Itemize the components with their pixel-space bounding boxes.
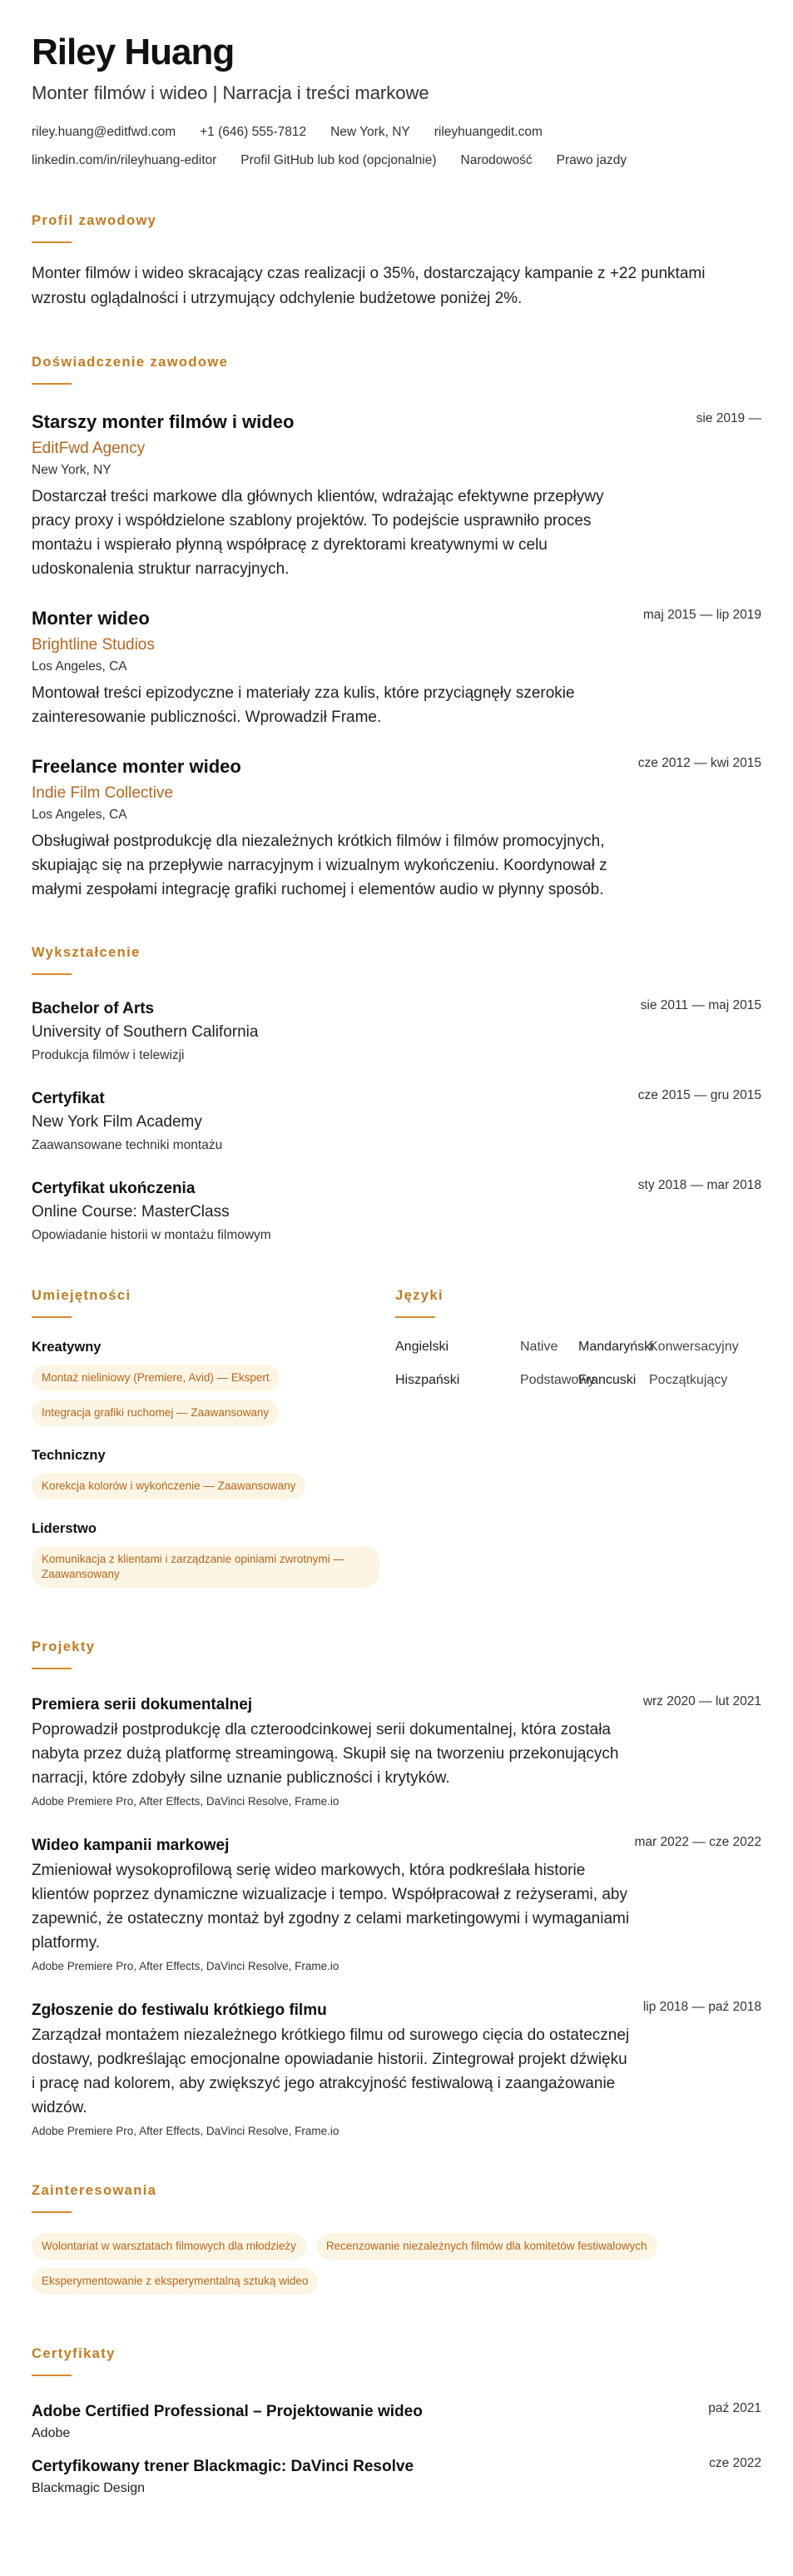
contact-website[interactable]: rileyhuangedit.com <box>434 125 543 139</box>
section-divider <box>32 973 72 975</box>
section-title-profile: Profil zawodowy <box>32 213 157 228</box>
contact-list <box>32 123 761 180</box>
education-entry <box>32 1178 761 1245</box>
section-divider <box>32 383 72 385</box>
headline: Monter filmów i wideo | Narracja i treści markowe <box>32 82 429 103</box>
section-divider <box>395 1316 435 1318</box>
education-entry <box>32 998 761 1065</box>
job-title: Monter wideo <box>32 608 150 629</box>
job-dates: maj 2015 — lip 2019 <box>642 608 761 622</box>
edu-dates: cze 2015 — gru 2015 <box>637 1088 761 1102</box>
certificate-title: Certyfikowany trener Blackmagic: DaVinci Resolve <box>32 2458 414 2475</box>
project-entry <box>32 2000 761 2140</box>
job-company: Brightline Studios <box>32 636 155 654</box>
profile-summary: Monter filmów i wideo skracający czas realizacji o 35%, dostarczający kampanie z +22 punktami wzrostu oglądalności i utrzymujący odchylenie budżetowe poniżej 2%. <box>32 265 706 307</box>
language-level: Konwersacyjny <box>649 1340 739 1354</box>
language-name: Hiszpański <box>395 1373 460 1387</box>
contact-driving-license: Prawo jazdy <box>556 153 627 167</box>
contact-location: New York, NY <box>330 125 410 139</box>
projects-section <box>32 1639 761 2140</box>
section-title-interests: Zainteresowania <box>32 2183 157 2198</box>
person-name: Riley Huang <box>32 32 235 72</box>
language-name: Francuski <box>578 1373 637 1387</box>
skill-chips <box>32 1473 395 1508</box>
contact-linkedin[interactable]: linkedin.com/in/rileyhuang-editor <box>32 153 217 167</box>
experience-section <box>32 355 761 902</box>
project-tech: Adobe Premiere Pro, After Effects, DaVinci Resolve, Frame.io <box>32 1795 340 1808</box>
project-description: Zmieniował wysokoprofilową serię wideo markowych, która podkreślała historie klientów poprzez dynamiczne wizualizacje i tempo. Współpracował z reżyserami, aby zapewnić, że ostateczny montaż był zgodny z celami marketingowymi i wymaganiami platformy. <box>32 1862 630 1952</box>
skill-group-title: Liderstwo <box>32 1521 97 1536</box>
skills-section <box>32 1288 395 1596</box>
certificate-issuer: Blackmagic Design <box>32 2481 146 2495</box>
edu-dates: sty 2018 — mar 2018 <box>637 1178 761 1192</box>
education-entry <box>32 1088 761 1155</box>
contact-phone[interactable]: +1 (646) 555-7812 <box>200 125 307 139</box>
certificate-issuer: Adobe <box>32 2426 71 2440</box>
project-dates: lip 2018 — paź 2018 <box>642 2000 761 2014</box>
skill-group-title: Kreatywny <box>32 1340 102 1355</box>
section-title-experience: Doświadczenie zawodowe <box>32 355 229 370</box>
certificate-title: Adobe Certified Professional – Projektowanie wideo <box>32 2403 423 2420</box>
job-title: Starszy monter filmów i wideo <box>32 411 295 432</box>
edu-degree: Bachelor of Arts <box>32 1000 155 1017</box>
project-description: Poprowadził postprodukcję dla czteroodcinkowej serii dokumentalnej, która została nabyta przez dużą platformę streamingową. Skupił się na tworzeniu przekonujących narracji, które zdobyły silne uznanie publiczności i krytyków. <box>32 1721 619 1787</box>
interest-chip: Eksperymentowanie z eksperymentalną sztuką wideo <box>32 2268 318 2295</box>
contact-nationality: Narodowość <box>460 153 533 167</box>
project-title: Zgłoszenie do festiwalu krótkiego filmu <box>32 2002 327 2019</box>
contact-github[interactable]: Profil GitHub lub kod (opcjonalnie) <box>240 153 437 167</box>
project-tech: Adobe Premiere Pro, After Effects, DaVinci Resolve, Frame.io <box>32 1960 340 1972</box>
contact-email[interactable]: riley.huang@editfwd.com <box>32 125 176 139</box>
interest-chips <box>32 2233 761 2303</box>
job-description: Obsługiwał postprodukcję dla niezależnych krótkich filmów i filmów promocyjnych, skupiając się na przepływie narracyjnym i wizualnym wykończeniu. Koordynował z małymi zespołami integrację grafiki ruchomej i elementów audio w płynny sposób. <box>32 833 607 898</box>
edu-school: New York Film Academy <box>32 1113 202 1131</box>
languages-section <box>395 1288 761 1596</box>
job-location: Los Angeles, CA <box>32 659 127 674</box>
language-name: Mandaryński <box>578 1340 654 1354</box>
edu-school: University of Southern California <box>32 1023 259 1041</box>
certificates-section <box>32 2346 761 2498</box>
language-level: Native <box>520 1340 558 1354</box>
job-dates: cze 2012 — kwi 2015 <box>637 756 761 770</box>
skill-group-title: Techniczny <box>32 1448 106 1463</box>
project-entry <box>32 1694 761 1810</box>
project-title: Wideo kampanii markowej <box>32 1837 230 1854</box>
edu-field: Opowiadanie historii w montażu filmowym <box>32 1228 271 1242</box>
project-description: Zarządzał montażem niezależnego krótkiego filmu od surowego cięcia do ostatecznej dostawy, podkreślając emocjonalne opowiadanie historii. Zintegrował projekt dźwięku i pracę nad kolorem, aby zwiększyć jego atrakcyjność festiwalową i zaangażowanie widzów. <box>32 2026 630 2116</box>
section-divider <box>32 1316 72 1318</box>
language-name: Angielski <box>395 1340 449 1354</box>
edu-dates: sie 2011 — maj 2015 <box>640 998 761 1012</box>
certificate-date: cze 2022 <box>709 2456 761 2470</box>
certificate-entry <box>32 2401 761 2443</box>
job-company: EditFwd Agency <box>32 440 146 457</box>
language-level: Początkujący <box>649 1373 728 1387</box>
job-dates: sie 2019 — <box>696 411 761 425</box>
project-entry <box>32 1835 761 1975</box>
project-title: Premiera serii dokumentalnej <box>32 1696 253 1713</box>
job-entry <box>32 410 761 581</box>
project-dates: wrz 2020 — lut 2021 <box>642 1694 761 1708</box>
skill-chip: Komunikacja z klientami i zarządzanie opiniami zwrotnymi — Zaawansowany <box>32 1546 379 1588</box>
job-description: Dostarczał treści markowe dla głównych klientów, wdrażając efektywne przepływy pracy proxy i współdzielone szablony projektów. To podejście usprawniło proces montażu i wspierało płynną współpracę z dyrektorami kreatywnymi w celu udoskonalenia struktur narracyjnych. <box>32 488 604 578</box>
section-divider <box>32 2211 72 2213</box>
resume-header <box>32 32 761 180</box>
certificate-date: paź 2021 <box>708 2401 761 2415</box>
section-title-certificates: Certyfikaty <box>32 2346 116 2361</box>
section-title-skills: Umiejętności <box>32 1288 131 1303</box>
section-divider <box>32 1668 72 1669</box>
project-tech: Adobe Premiere Pro, After Effects, DaVinci Resolve, Frame.io <box>32 2125 340 2137</box>
language-level: Podstawowy <box>520 1373 595 1387</box>
edu-degree: Certyfikat ukończenia <box>32 1180 196 1197</box>
languages-grid <box>395 1338 761 1390</box>
job-title: Freelance monter wideo <box>32 756 241 777</box>
section-divider <box>32 2375 72 2376</box>
job-entry <box>32 754 761 902</box>
section-title-languages: Języki <box>395 1288 444 1303</box>
job-company: Indie Film Collective <box>32 784 173 802</box>
edu-school: Online Course: MasterClass <box>32 1203 230 1221</box>
profile-section <box>32 213 761 311</box>
interest-chip: Recenzowanie niezależnych filmów dla komitetów festiwalowych <box>316 2233 657 2260</box>
section-title-education: Wykształcenie <box>32 945 141 960</box>
certificate-entry <box>32 2456 761 2498</box>
skill-chips <box>32 1546 395 1596</box>
skill-chip: Montaż nieliniowy (Premiere, Avid) — Ekspert <box>32 1365 280 1391</box>
interests-section <box>32 2183 761 2303</box>
job-location: New York, NY <box>32 463 112 477</box>
edu-degree: Certyfikat <box>32 1090 105 1107</box>
edu-field: Zaawansowane techniki montażu <box>32 1138 223 1152</box>
job-entry <box>32 606 761 729</box>
edu-field: Produkcja filmów i telewizji <box>32 1048 185 1062</box>
job-location: Los Angeles, CA <box>32 808 127 822</box>
section-divider <box>32 241 72 243</box>
job-description: Montował treści epizodyczne i materiały zza kulis, które przyciągnęły szerokie zainteresowanie publiczności. Wprowadził Frame. <box>32 684 575 726</box>
project-dates: mar 2022 — cze 2022 <box>634 1835 761 1849</box>
skill-chip: Integracja grafiki ruchomej — Zaawansowany <box>32 1400 279 1426</box>
skill-chip: Korekcja kolorów i wykończenie — Zaawansowany <box>32 1473 305 1499</box>
skill-chips <box>32 1365 395 1435</box>
skills-languages-row <box>32 1288 761 1596</box>
education-section <box>32 945 761 1245</box>
interest-chip: Wolontariat w warsztatach filmowych dla młodzieży <box>32 2233 306 2260</box>
section-title-projects: Projekty <box>32 1639 96 1654</box>
